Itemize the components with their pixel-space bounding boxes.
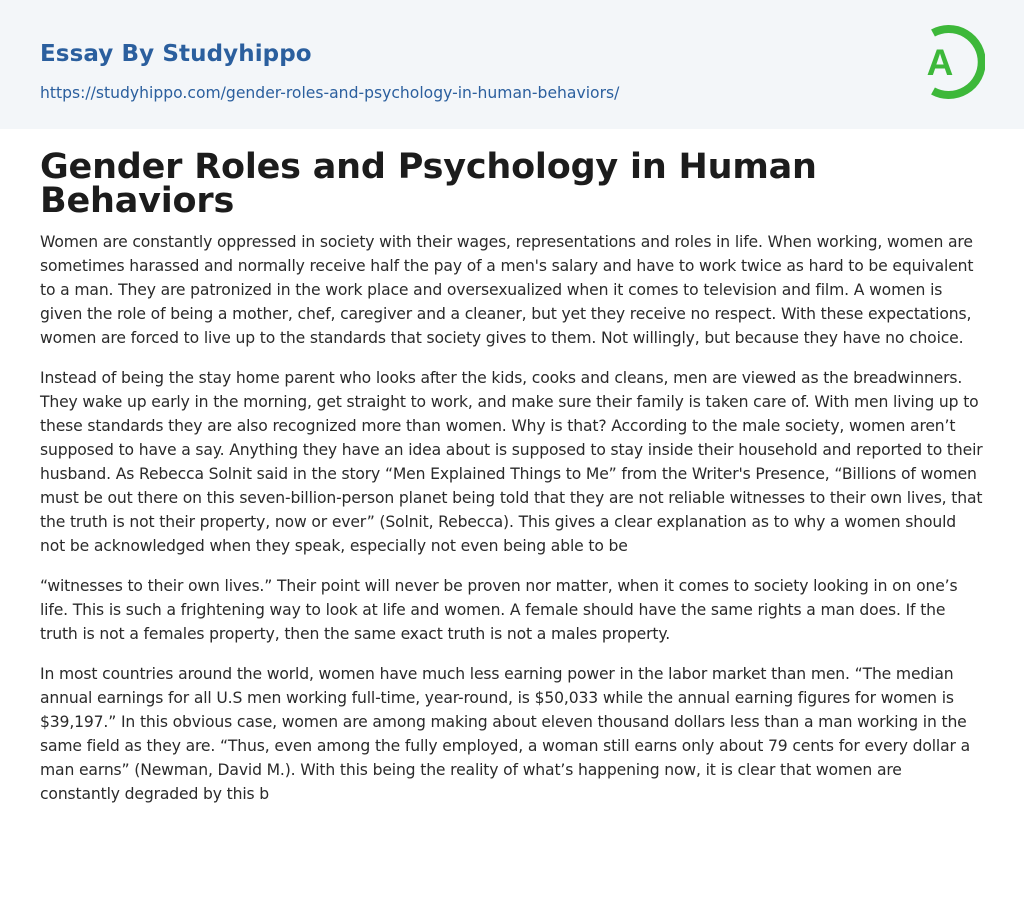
article-paragraph-3: “witnesses to their own lives.” Their point will never be proven nor matter, when it comes to society looking in on one’s life. This is such a frightening way to look at life and women. A female should have the same rights a man does. If the truth is not a females property, then the same exact truth is not a males property. [40, 577, 958, 643]
article [40, 147, 984, 806]
site-brand[interactable]: Essay By Studyhippo [40, 41, 312, 67]
article-paragraph-1: Women are constantly oppressed in society with their wages, representations and roles in life. When working, women are sometimes harassed and normally receive half the pay of a men's salary and have to work twice as hard to be equivalent to a man. They are patronized in the work place and oversexualized when it comes to television and film. A women is given the role of being a mother, chef, caregiver and a cleaner, but yet they receive no respect. With these expectations, women are forced to live up to the standards that society gives to them. Not willingly, but because they have no choice. [40, 233, 974, 347]
studyhippo-logo-icon[interactable] [913, 20, 985, 104]
logo-letter: A [926, 42, 954, 83]
essay-url-link[interactable]: https://studyhippo.com/gender-roles-and-psychology-in-human-behaviors/ [40, 84, 620, 102]
article-paragraph-2: Instead of being the stay home parent who looks after the kids, cooks and cleans, men are viewed as the breadwinners. They wake up early in the morning, get straight to work, and make sure their family is taken care of. With men living up to these standards they are also recognized more than women. Why is that? According to the male society, women aren’t supposed to have a say. Anything they have an idea about is supposed to stay inside their household and reported to their husband. As Rebecca Solnit said in the story “Men Explained Things to Me” from the Writer's Presence, “Billions of women must be out there on this seven-billion-person planet being told that they are not reliable witnesses to their own lives, that the truth is not their property, now or ever” (Solnit, Rebecca). This gives a clear explanation as to why a women should not be acknowledged when they speak, especially not even being able to be [40, 369, 983, 555]
article-title: Gender Roles and Psychology in Human Behaviors [40, 147, 817, 221]
article-paragraph-4: In most countries around the world, women have much less earning power in the labor market than men. “The median annual earnings for all U.S men working full-time, year-round, is $50,033 while the annual earning figures for women is $39,197.” In this obvious case, women are among making about eleven thousand dollars less than a man working in the same field as they are. “Thus, even among the fully employed, a woman still earns only about 79 cents for every dollar a man earns” (Newman, David M.). With this being the reality of what’s happening now, it is clear that women are constantly degraded by this b [40, 665, 970, 803]
site-header [0, 0, 1024, 129]
